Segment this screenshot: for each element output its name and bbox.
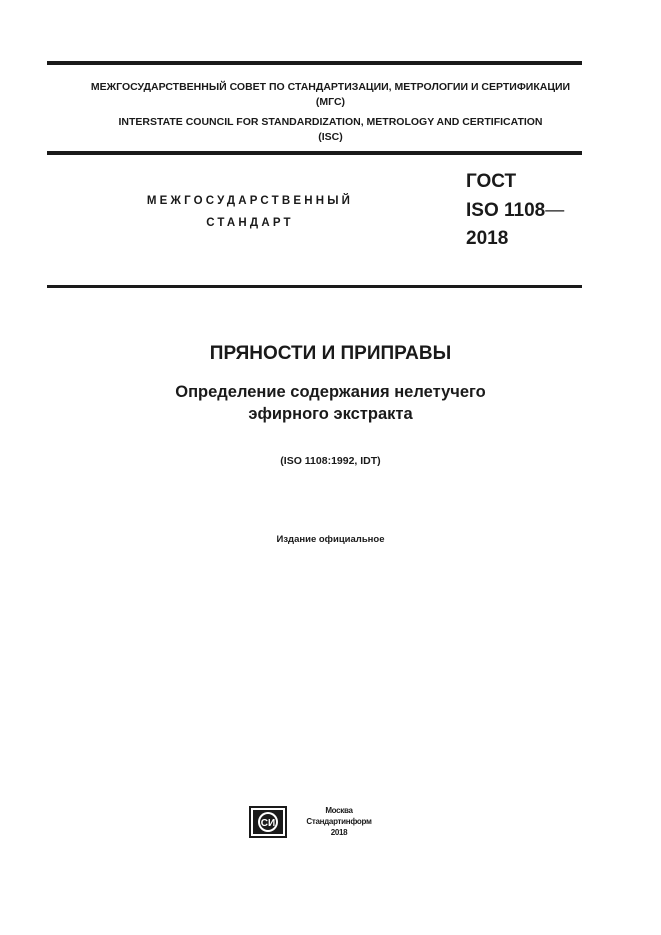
- subtitle-line1: Определение содержания нелетучего: [175, 383, 486, 401]
- gost-number-line: [466, 197, 564, 226]
- council-en: INTERSTATE COUNCIL FOR STANDARDIZATION, METROLOGY AND CERTIFICATION: [118, 116, 543, 128]
- svg-text:СИ: СИ: [260, 818, 276, 829]
- gost-label: ГОСТ: [466, 171, 517, 192]
- standartinform-logo-icon: [249, 806, 287, 843]
- publisher-year: 2018: [330, 828, 348, 837]
- subtitle-line2: эфирного экстракта: [248, 405, 413, 423]
- standard-type-line2: СТАНДАРТ: [206, 217, 294, 229]
- council-ru-abbr: (МГС): [315, 96, 346, 108]
- top-rule: [47, 61, 582, 65]
- publisher-name: Стандартинформ: [306, 817, 372, 826]
- council-bottom-rule: [47, 151, 582, 155]
- standard-type-line1: МЕЖГОСУДАРСТВЕННЫЙ: [146, 195, 354, 207]
- publisher-city: Москва: [325, 806, 353, 815]
- document-title: ПРЯНОСТИ И ПРИПРАВЫ: [209, 343, 452, 364]
- designation-bottom-rule: [47, 285, 582, 288]
- standard-designation: [466, 168, 564, 254]
- council-ru: МЕЖГОСУДАРСТВЕННЫЙ СОВЕТ ПО СТАНДАРТИЗАЦИИ, МЕТРОЛОГИИ И СЕРТИФИКАЦИИ: [90, 81, 571, 93]
- official-edition: Издание официальное: [276, 534, 385, 545]
- iso-equivalence: (ISO 1108:1992, IDT): [280, 455, 381, 467]
- council-en-abbr: (ISC): [318, 131, 343, 143]
- gost-dash: —: [545, 199, 565, 221]
- gost-year: 2018: [466, 228, 509, 249]
- document-subtitle: [0, 381, 661, 425]
- gost-number: ISO 1108: [466, 199, 546, 221]
- publisher-block: [296, 805, 382, 838]
- standard-type: [120, 190, 380, 234]
- council-block: [0, 80, 661, 145]
